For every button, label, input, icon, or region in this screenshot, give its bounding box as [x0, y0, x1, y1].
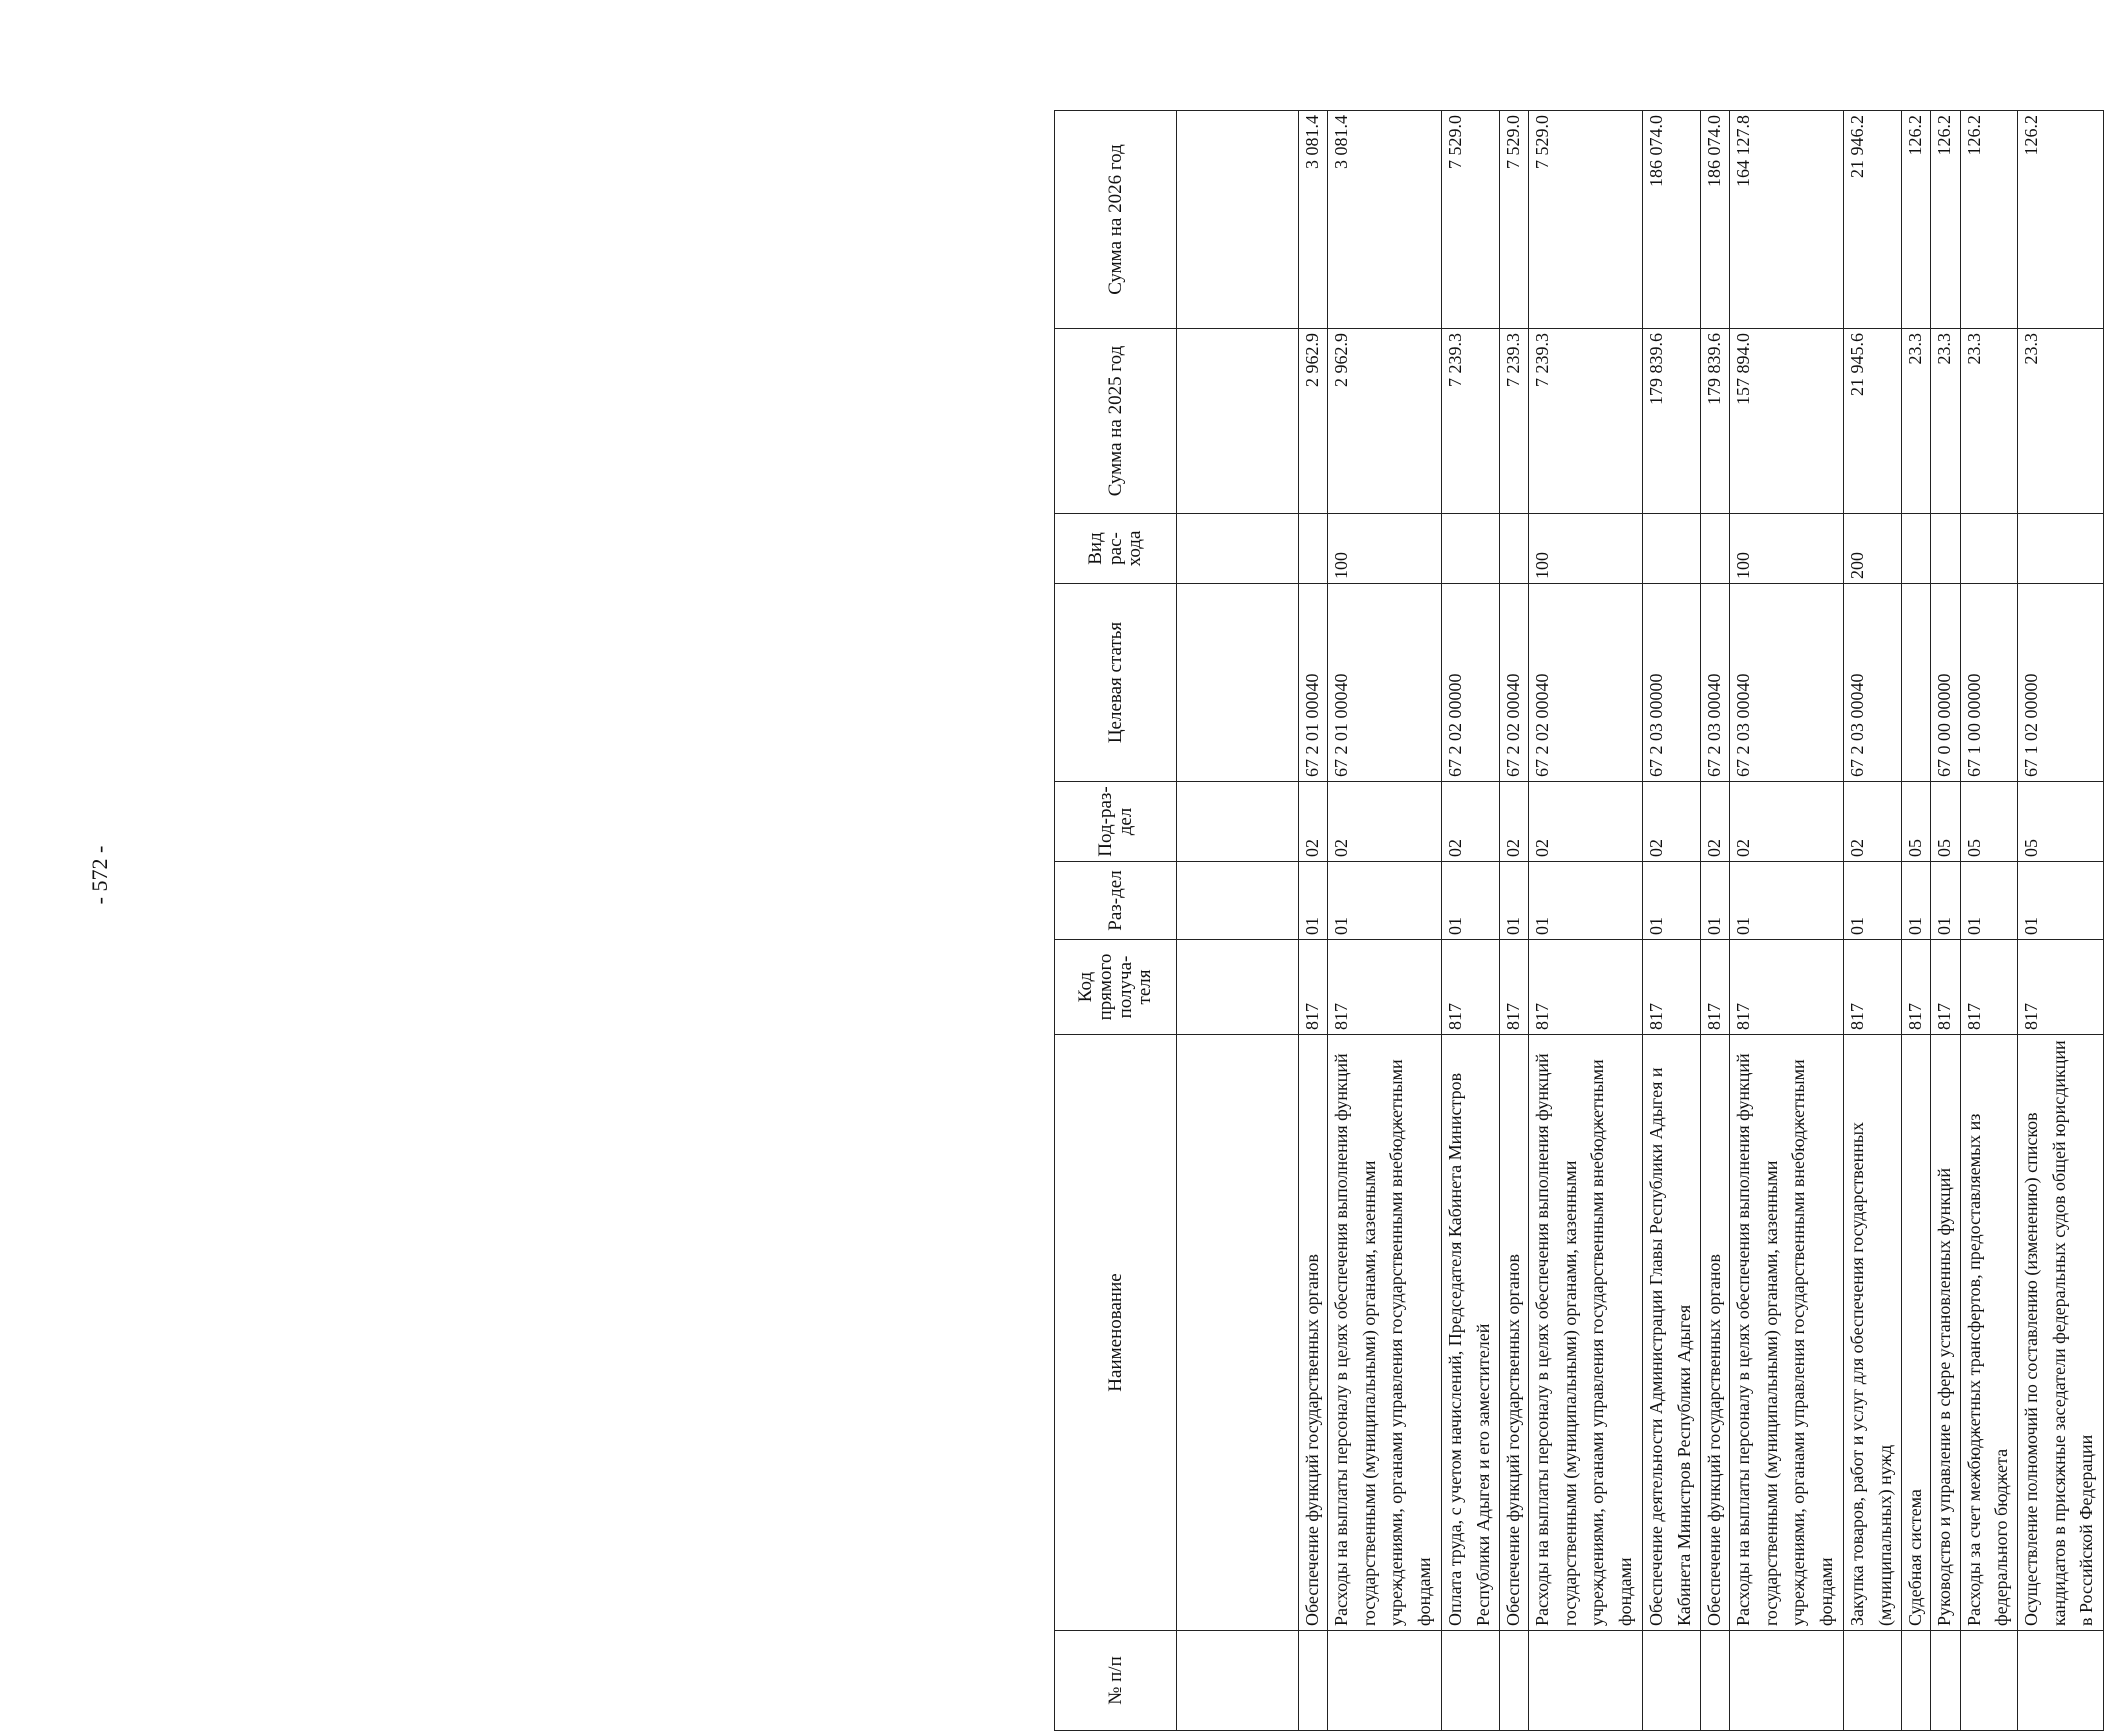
row-target: 67 2 03 00040 — [1700, 584, 1729, 782]
row-sum2025: 7 239.3 — [1529, 329, 1643, 514]
header-razdel: Раз-дел — [1055, 862, 1177, 940]
row-podrazdel: 02 — [1730, 782, 1844, 862]
row-num — [1499, 1631, 1528, 1731]
row-name: Расходы за счет межбюджетных трансфертов, предоставляемых из федерального бюджета — [1960, 1035, 2018, 1631]
row-target: 67 2 03 00000 — [1643, 584, 1701, 782]
row-razdel: 01 — [1844, 862, 1902, 940]
row-target: 67 1 00 00000 — [1960, 584, 2018, 782]
row-vid — [1499, 514, 1528, 584]
row-num — [1931, 1631, 1960, 1731]
row-code: 817 — [1442, 940, 1500, 1035]
row-podrazdel: 02 — [1700, 782, 1729, 862]
row-num — [1844, 1631, 1902, 1731]
table-row — [1901, 111, 1930, 1731]
row-podrazdel: 05 — [1901, 782, 1930, 862]
table-row — [1931, 111, 1960, 1731]
row-sum2026: 7 529.0 — [1499, 111, 1528, 329]
header-code: Код прямого получа-теля — [1055, 940, 1177, 1035]
row-sum2026: 126.2 — [1901, 111, 1930, 329]
row-sum2025: 157 894.0 — [1730, 329, 1844, 514]
row-podrazdel: 02 — [1299, 782, 1328, 862]
budget-table-wrapper — [1054, 111, 2104, 1731]
row-sum2025: 179 839.6 — [1700, 329, 1729, 514]
row-vid — [1931, 514, 1960, 584]
row-target: 67 2 02 00040 — [1529, 584, 1643, 782]
table-row — [1730, 111, 1844, 1731]
header-vid: Вид рас-хода — [1055, 514, 1177, 584]
row-sum2026: 186 074.0 — [1643, 111, 1701, 329]
row-razdel: 01 — [1730, 862, 1844, 940]
row-target: 67 2 02 00040 — [1499, 584, 1528, 782]
row-name: Осуществление полномочий по составлению (изменению) списков кандидатов в присяжные заседатели федеральных судов общей юрисдикции в Российской Федерации — [2018, 1035, 2104, 1631]
row-num — [1700, 1631, 1729, 1731]
row-razdel: 01 — [1328, 862, 1442, 940]
row-vid — [1901, 514, 1930, 584]
table-row — [1700, 111, 1729, 1731]
header-sum2025: Сумма на 2025 год — [1055, 329, 1177, 514]
row-code: 817 — [1730, 940, 1844, 1035]
row-sum2026: 126.2 — [2018, 111, 2104, 329]
header-gap-row — [1177, 111, 1299, 1731]
row-razdel: 01 — [1960, 862, 2018, 940]
row-podrazdel: 02 — [1442, 782, 1500, 862]
page-number: - 572 - — [87, 845, 112, 905]
row-sum2026: 164 127.8 — [1730, 111, 1844, 329]
row-num — [1529, 1631, 1643, 1731]
table-row — [1529, 111, 1643, 1731]
row-num — [1299, 1631, 1328, 1731]
row-sum2026: 3 081.4 — [1328, 111, 1442, 329]
row-name: Обеспечение деятельности Администрации Главы Республики Адыгея и Кабинета Министров Республики Адыгея — [1643, 1035, 1701, 1631]
row-name: Обеспечение функций государственных органов — [1499, 1035, 1528, 1631]
row-code: 817 — [1700, 940, 1729, 1035]
row-num — [1328, 1631, 1442, 1731]
row-sum2025: 7 239.3 — [1442, 329, 1500, 514]
row-sum2026: 21 946.2 — [1844, 111, 1902, 329]
row-num — [1442, 1631, 1500, 1731]
row-target: 67 1 02 00000 — [2018, 584, 2104, 782]
row-name: Обеспечение функций государственных органов — [1299, 1035, 1328, 1631]
table-row — [1844, 111, 1902, 1731]
row-code: 817 — [1328, 940, 1442, 1035]
row-name: Расходы на выплаты персоналу в целях обеспечения выполнения функций государственными (муниципальными) органами, казенными учреждениями, органами управления государственными внебюджетными фондами — [1328, 1035, 1442, 1631]
row-sum2026: 3 081.4 — [1299, 111, 1328, 329]
row-sum2026: 7 529.0 — [1442, 111, 1500, 329]
table-row — [1442, 111, 1500, 1731]
row-name: Расходы на выплаты персоналу в целях обеспечения выполнения функций государственными (муниципальными) органами, казенными учреждениями, органами управления государственными внебюджетными фондами — [1730, 1035, 1844, 1631]
row-vid: 100 — [1730, 514, 1844, 584]
row-sum2026: 126.2 — [1931, 111, 1960, 329]
row-name: Судебная система — [1901, 1035, 1930, 1631]
row-num — [1901, 1631, 1930, 1731]
row-razdel: 01 — [1643, 862, 1701, 940]
row-code: 817 — [1901, 940, 1930, 1035]
row-target — [1901, 584, 1930, 782]
table-row — [1299, 111, 1328, 1731]
row-vid — [2018, 514, 2104, 584]
row-target: 67 2 01 00040 — [1299, 584, 1328, 782]
row-podrazdel: 02 — [1499, 782, 1528, 862]
row-sum2025: 2 962.9 — [1328, 329, 1442, 514]
row-name: Оплата труда, с учетом начислений, Председателя Кабинета Министров Республики Адыгея и его заместителей — [1442, 1035, 1500, 1631]
row-sum2025: 179 839.6 — [1643, 329, 1701, 514]
budget-table — [1054, 110, 2104, 1731]
row-num — [1730, 1631, 1844, 1731]
row-name: Закупка товаров, работ и услуг для обеспечения государственных (муниципальных) нужд — [1844, 1035, 1902, 1631]
table-row — [1328, 111, 1442, 1731]
row-num — [1960, 1631, 2018, 1731]
row-vid — [1700, 514, 1729, 584]
row-code: 817 — [1643, 940, 1701, 1035]
row-target: 67 2 03 00040 — [1844, 584, 1902, 782]
row-vid: 200 — [1844, 514, 1902, 584]
row-razdel: 01 — [1700, 862, 1729, 940]
table-header — [1055, 111, 1299, 1731]
row-vid: 100 — [1529, 514, 1643, 584]
header-num: № п/п — [1055, 1631, 1177, 1731]
table-row — [1499, 111, 1528, 1731]
row-podrazdel: 02 — [1529, 782, 1643, 862]
row-code: 817 — [1931, 940, 1960, 1035]
row-name: Обеспечение функций государственных органов — [1700, 1035, 1729, 1631]
row-sum2025: 7 239.3 — [1499, 329, 1528, 514]
row-sum2025: 23.3 — [1960, 329, 2018, 514]
header-podrazdel: Под-раз-дел — [1055, 782, 1177, 862]
row-target: 67 2 01 00040 — [1328, 584, 1442, 782]
row-name: Руководство и управление в сфере установленных функций — [1931, 1035, 1960, 1631]
row-target: 67 2 02 00000 — [1442, 584, 1500, 782]
header-target: Целевая статья — [1055, 584, 1177, 782]
row-sum2025: 23.3 — [1931, 329, 1960, 514]
row-sum2026: 126.2 — [1960, 111, 2018, 329]
row-code: 817 — [1529, 940, 1643, 1035]
row-razdel: 01 — [1442, 862, 1500, 940]
row-podrazdel: 02 — [1643, 782, 1701, 862]
row-razdel: 01 — [1529, 862, 1643, 940]
table-row — [1960, 111, 2018, 1731]
row-razdel: 01 — [1499, 862, 1528, 940]
row-sum2025: 23.3 — [1901, 329, 1930, 514]
row-num — [1643, 1631, 1701, 1731]
table-row — [2018, 111, 2104, 1731]
row-sum2025: 23.3 — [2018, 329, 2104, 514]
row-podrazdel: 05 — [2018, 782, 2104, 862]
row-code: 817 — [1299, 940, 1328, 1035]
row-podrazdel: 05 — [1931, 782, 1960, 862]
header-name: Наименование — [1055, 1035, 1177, 1631]
row-sum2025: 21 945.6 — [1844, 329, 1902, 514]
table-body — [1299, 111, 2104, 1731]
row-name: Расходы на выплаты персоналу в целях обеспечения выполнения функций государственными (муниципальными) органами, казенными учреждениями, органами управления государственными внебюджетными фондами — [1529, 1035, 1643, 1631]
row-target: 67 2 03 00040 — [1730, 584, 1844, 782]
row-razdel: 01 — [1901, 862, 1930, 940]
row-code: 817 — [1499, 940, 1528, 1035]
row-code: 817 — [1960, 940, 2018, 1035]
row-podrazdel: 02 — [1844, 782, 1902, 862]
row-podrazdel: 05 — [1960, 782, 2018, 862]
row-razdel: 01 — [1931, 862, 1960, 940]
row-target: 67 0 00 00000 — [1931, 584, 1960, 782]
table-row — [1643, 111, 1701, 1731]
row-code: 817 — [1844, 940, 1902, 1035]
header-sum2026: Сумма на 2026 год — [1055, 111, 1177, 329]
row-razdel: 01 — [1299, 862, 1328, 940]
row-podrazdel: 02 — [1328, 782, 1442, 862]
row-vid — [1299, 514, 1328, 584]
row-vid: 100 — [1328, 514, 1442, 584]
row-vid — [1442, 514, 1500, 584]
row-sum2025: 2 962.9 — [1299, 329, 1328, 514]
row-num — [2018, 1631, 2104, 1731]
row-sum2026: 7 529.0 — [1529, 111, 1643, 329]
row-vid — [1643, 514, 1701, 584]
row-sum2026: 186 074.0 — [1700, 111, 1729, 329]
row-vid — [1960, 514, 2018, 584]
row-code: 817 — [2018, 940, 2104, 1035]
row-razdel: 01 — [2018, 862, 2104, 940]
